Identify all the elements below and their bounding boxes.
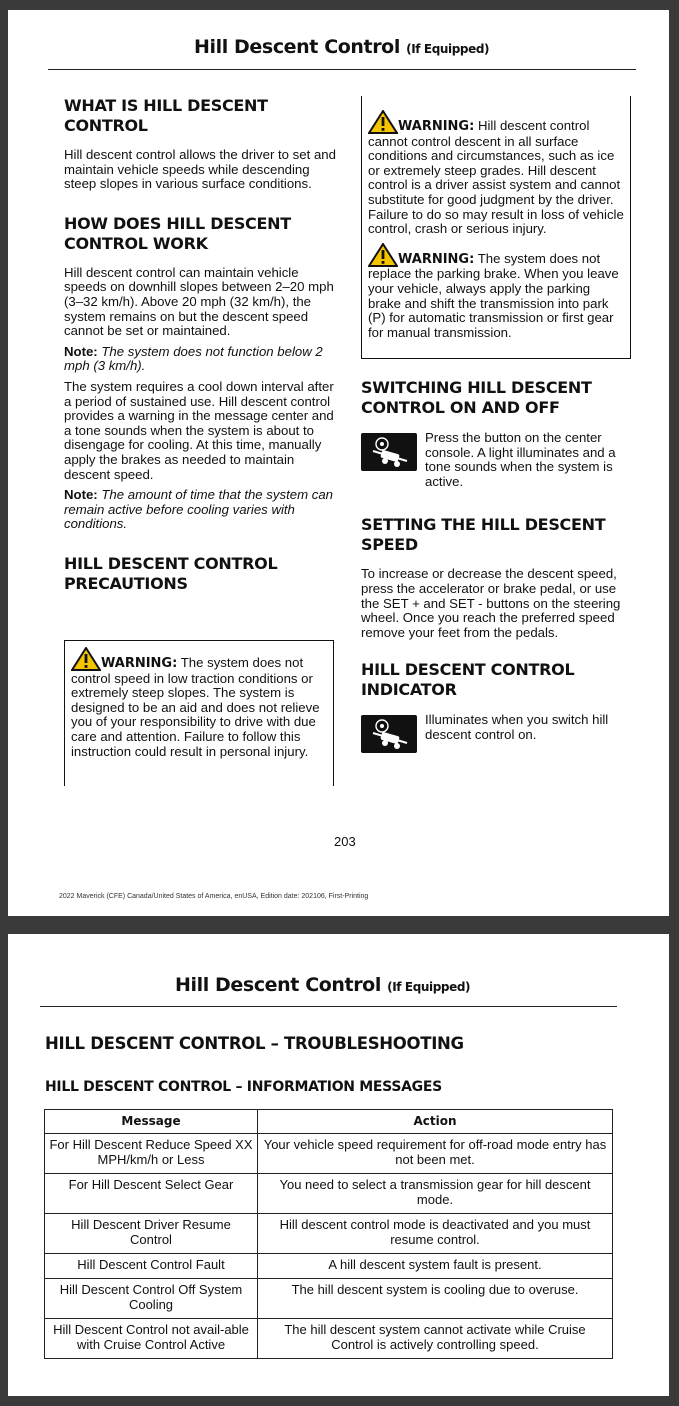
page-title: Hill Descent Control (If Equipped)	[175, 974, 471, 996]
action-cell: You need to select a transmission gear for hill descent mode.	[258, 1174, 613, 1214]
paragraph-switching: Press the button on the center console. A light illuminates and a tone sounds when the system is active.	[425, 430, 616, 489]
paragraph-what-is: Hill descent control allows the driver to set and maintain vehicle speeds while descending steep slopes in various surface conditions.	[64, 147, 336, 192]
action-cell: The hill descent system is cooling due to overuse.	[258, 1279, 613, 1319]
column-header-message: Message	[45, 1110, 258, 1134]
title-rule	[48, 69, 636, 70]
indicator-block	[361, 713, 636, 742]
table-row	[45, 1134, 613, 1174]
manual-page-204	[8, 934, 669, 1396]
note-cooling-time: Note: The amount of time that the system can remain active before cooling varies with conditions.	[64, 487, 333, 532]
paragraph-setting-speed: To increase or decrease the descent speed, press the accelerator or brake pedal, or use the SET + and SET - buttons on the steering wheel. Once you reach the preferred speed remove your feet from the pedals.	[361, 566, 621, 640]
message-cell: Hill Descent Driver Resume Control	[45, 1214, 258, 1254]
message-cell: Hill Descent Control not avail-able with Cruise Control Active	[45, 1319, 258, 1359]
hill-descent-control-icon	[361, 715, 417, 753]
action-cell: The hill descent system cannot activate while Cruise Control is actively controlling speed.	[258, 1319, 613, 1359]
message-cell: Hill Descent Control Fault	[45, 1254, 258, 1279]
heading-troubleshooting: HILL DESCENT CONTROL – TROUBLESHOOTING	[45, 1034, 464, 1053]
heading-setting-speed: SETTING THE HILL DESCENT SPEED	[361, 515, 606, 555]
note-min-speed: Note: The system does not function below 2 mph (3 km/h).	[64, 343, 323, 374]
heading-switching: SWITCHING HILL DESCENT CONTROL ON AND OFF	[361, 378, 592, 417]
switching-block	[361, 431, 636, 489]
paragraph-cool-down: The system requires a cool down interval after a period of sustained use. Hill descent control provides a warning in the message center and a tone sounds when the system is about to disengage for cooling. At this time, manually apply the brakes as needed to maintain descent speed.	[64, 378, 334, 482]
paragraph-how-works: Hill descent control can maintain vehicle speeds on downhill slopes between 2–20 mph (3–32 km/h). Above 20 mph (32 km/h), the system remains on but the descent speed cannot be set or maintained.	[64, 264, 334, 339]
warning-text-parking-brake: WARNING: The system does not replace the parking brake. When you leave your vehicle, always apply the parking brake and shift the transmission into park (P) for automatic transmission or first gear for manual transmission.	[368, 243, 624, 341]
heading-what-is: WHAT IS HILL DESCENT CONTROL	[64, 96, 268, 135]
table-row	[45, 1254, 613, 1279]
heading-information-messages: HILL DESCENT CONTROL – INFORMATION MESSAGES	[45, 1079, 442, 1095]
table-row	[45, 1174, 613, 1214]
action-cell: Your vehicle speed requirement for off-road mode entry has not been met.	[258, 1134, 613, 1174]
warning-box-traction	[64, 640, 334, 786]
right-column	[361, 378, 636, 757]
heading-indicator: HILL DESCENT CONTROL INDICATOR	[361, 660, 575, 700]
warning-triangle-icon	[368, 243, 398, 267]
information-messages-table	[44, 1109, 613, 1359]
heading-how-works: HOW DOES HILL DESCENT CONTROL WORK	[64, 213, 291, 253]
paragraph-indicator: Illuminates when you switch hill descent control on.	[425, 712, 609, 742]
title-rule	[40, 1006, 617, 1007]
column-header-action: Action	[258, 1110, 613, 1134]
table-row	[45, 1214, 613, 1254]
warning-triangle-icon	[71, 647, 101, 671]
left-column	[64, 96, 336, 594]
table-row	[45, 1319, 613, 1359]
heading-precautions: HILL DESCENT CONTROL PRECAUTIONS	[64, 553, 278, 593]
page-number: 203	[334, 834, 356, 849]
action-cell: Hill descent control mode is deactivated and you must resume control.	[258, 1214, 613, 1254]
warning-box-column	[361, 96, 631, 359]
message-cell: For Hill Descent Select Gear	[45, 1174, 258, 1214]
hill-descent-control-icon	[361, 433, 417, 471]
table-row	[45, 1279, 613, 1319]
message-cell: For Hill Descent Reduce Speed XX MPH/km/h or Less	[45, 1134, 258, 1174]
warning-text-traction: WARNING: The system does not control speed in low traction conditions or extremely steep slopes. The system is designed to be an aid and does not relieve you of your responsibility to drive with due care and attention. Failure to follow this instruction could result in personal injury.	[71, 647, 327, 759]
page-footer: 2022 Maverick (CFE) Canada/United States of America, enUSA, Edition date: 202106, First-Printing	[59, 893, 369, 900]
action-cell: A hill descent system fault is present.	[258, 1254, 613, 1279]
warning-triangle-icon	[368, 110, 398, 134]
manual-page-203	[8, 10, 669, 916]
warning-text-descent: WARNING: Hill descent control cannot control descent in all surface conditions and circumstances, such as ice or extremely steep grades. Hill descent control is a driver assist system and cannot substitute for good judgment by the driver. Failure to do so may result in loss of vehicle control, crash or serious injury.	[368, 110, 624, 237]
table-header-row	[45, 1110, 613, 1134]
message-cell: Hill Descent Control Off System Cooling	[45, 1279, 258, 1319]
page-title: Hill Descent Control (If Equipped)	[194, 36, 490, 58]
